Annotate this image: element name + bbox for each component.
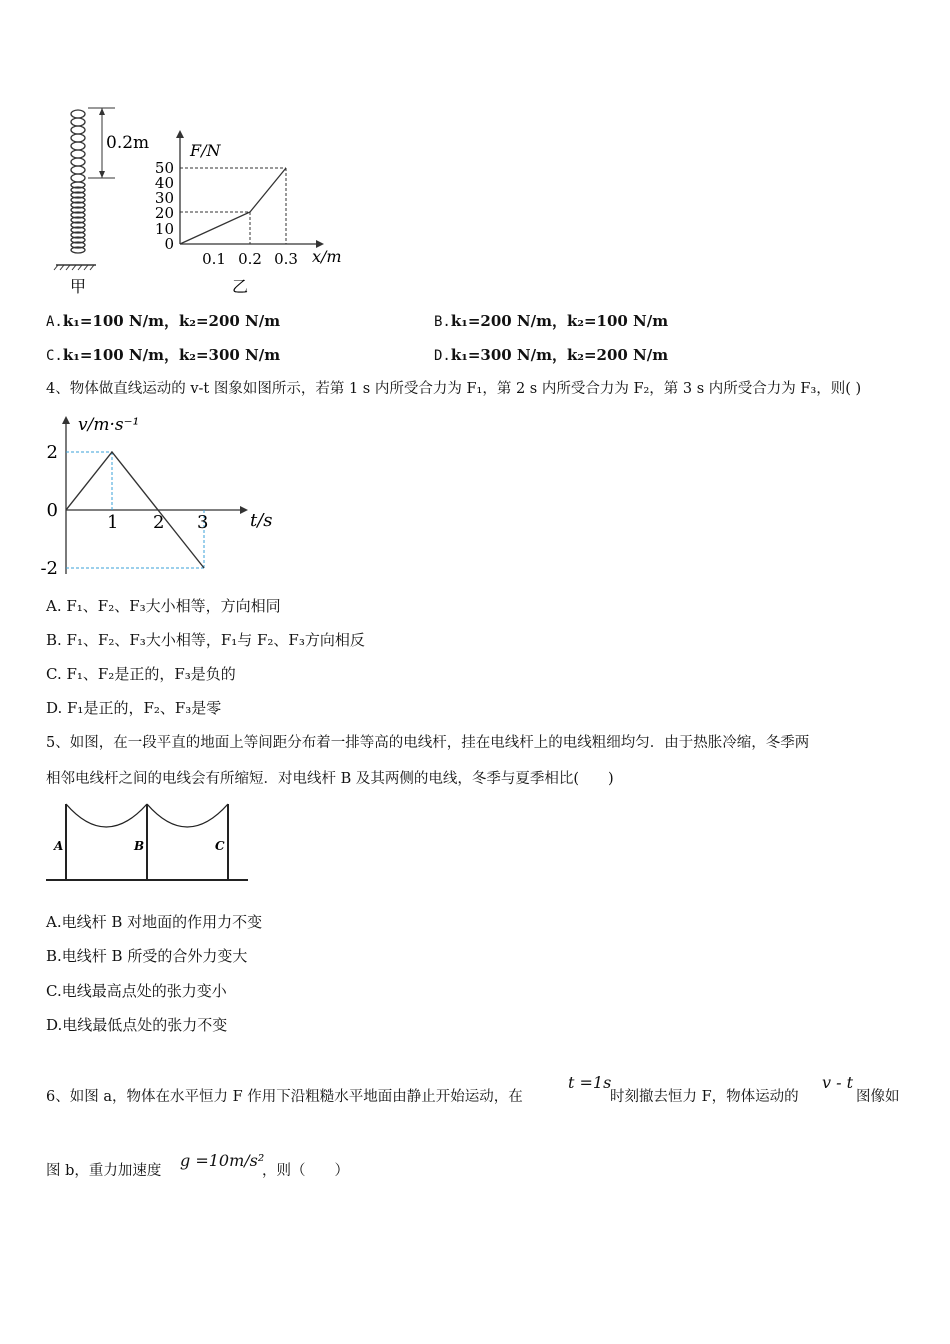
pole-label-a: A xyxy=(54,839,64,853)
pole-label-c: C xyxy=(215,839,225,853)
q6-part3: 图像如 xyxy=(856,1089,900,1105)
q5-option-b: B.电线杆 B 所受的合外力变大 xyxy=(46,947,248,965)
q6-line2-b: ，则（ ） xyxy=(262,1163,349,1179)
q4-option-d: D. F₁是正的，F₂、F₃是零 xyxy=(46,699,222,717)
axis-y-label: F/N xyxy=(190,141,221,160)
q6-line2-a: 图 b，重力加速度 xyxy=(46,1163,162,1179)
option-c: C.k₁=100 N/m，k₂=300 N/m xyxy=(46,346,281,364)
label-jia: 甲 xyxy=(70,277,87,296)
axis-x-label: x/m xyxy=(312,247,342,266)
q4-option-b: B. F₁、F₂、F₃大小相等，F₁与 F₂、F₃方向相反 xyxy=(46,631,365,649)
ytick-label: 0 xyxy=(46,500,58,521)
xtick: 0.3 xyxy=(274,250,298,268)
x-axis-arrow xyxy=(240,506,248,514)
x-axis-label: t/s xyxy=(250,510,273,531)
ytick: 40 xyxy=(154,174,174,192)
q5-stem-line2: 相邻电线杆之间的电线会有所缩短．对电线杆 B 及其两侧的电线，冬季与夏季相比( ) xyxy=(46,771,614,787)
ytick: 20 xyxy=(154,204,174,222)
xtick-label: 3 xyxy=(197,512,209,533)
xtick-label: 2 xyxy=(153,512,165,533)
ytick-label: 2 xyxy=(46,442,58,463)
pole-label-b: B xyxy=(134,839,145,853)
label-yi: 乙 xyxy=(232,277,249,296)
q5-option-d: D.电线最低点处的张力不变 xyxy=(46,1016,228,1034)
q6-formula-vt: v - t xyxy=(822,1073,854,1092)
ytick-label: -2 xyxy=(40,558,58,579)
ytick: 10 xyxy=(154,220,174,238)
option-d: D.k₁=300 N/m，k₂=200 N/m xyxy=(434,346,669,364)
xtick: 0.1 xyxy=(202,250,226,268)
xtick-label: 1 xyxy=(107,512,119,533)
ytick: 30 xyxy=(154,189,174,207)
q6-part1: 6、如图 a，物体在水平恒力 F 作用下沿粗糙水平地面由静止开始运动，在 xyxy=(46,1089,523,1105)
q4-option-a: A. F₁、F₂、F₃大小相等，方向相同 xyxy=(46,597,281,615)
option-a: A.k₁=100 N/m，k₂=200 N/m xyxy=(46,312,281,330)
spring-icon xyxy=(71,110,85,253)
q5-option-c: C.电线最高点处的张力变小 xyxy=(46,982,227,1000)
q5-option-a: A.电线杆 B 对地面的作用力不变 xyxy=(46,913,263,931)
q6-formula-t: t =1s xyxy=(568,1073,612,1092)
ytick: 50 xyxy=(154,159,174,177)
xtick: 0.2 xyxy=(238,250,262,268)
option-b: B.k₁=200 N/m，k₂=100 N/m xyxy=(434,312,669,330)
ytick: 0 xyxy=(164,235,174,253)
q5-stem-line1: 5、如图，在一段平直的地面上等间距分布着一排等高的电线杆，挂在电线杆上的电线粗细均匀．由于热胀冷缩，冬季两 xyxy=(46,735,810,751)
q4-stem: 4、物体做直线运动的 v-t 图象如图所示，若第 1 s 内所受合力为 F₁，第 2 s 内所受合力为 F₂，第 3 s 内所受合力为 F₃，则( ) xyxy=(46,381,862,397)
vt-chart xyxy=(40,408,300,588)
y-axis-label: v/m·s⁻¹ xyxy=(78,415,140,435)
spring-length-label: 0.2m xyxy=(106,133,150,153)
q6-part2: 时刻撤去恒力 F，物体运动的 xyxy=(610,1089,799,1105)
power-line-figure xyxy=(44,798,254,888)
q6-formula-g: g =10m/s² xyxy=(180,1151,265,1170)
y-axis-arrow xyxy=(62,416,70,424)
q4-option-c: C. F₁、F₂是正的，F₃是负的 xyxy=(46,665,236,683)
spring-figure xyxy=(40,100,370,300)
